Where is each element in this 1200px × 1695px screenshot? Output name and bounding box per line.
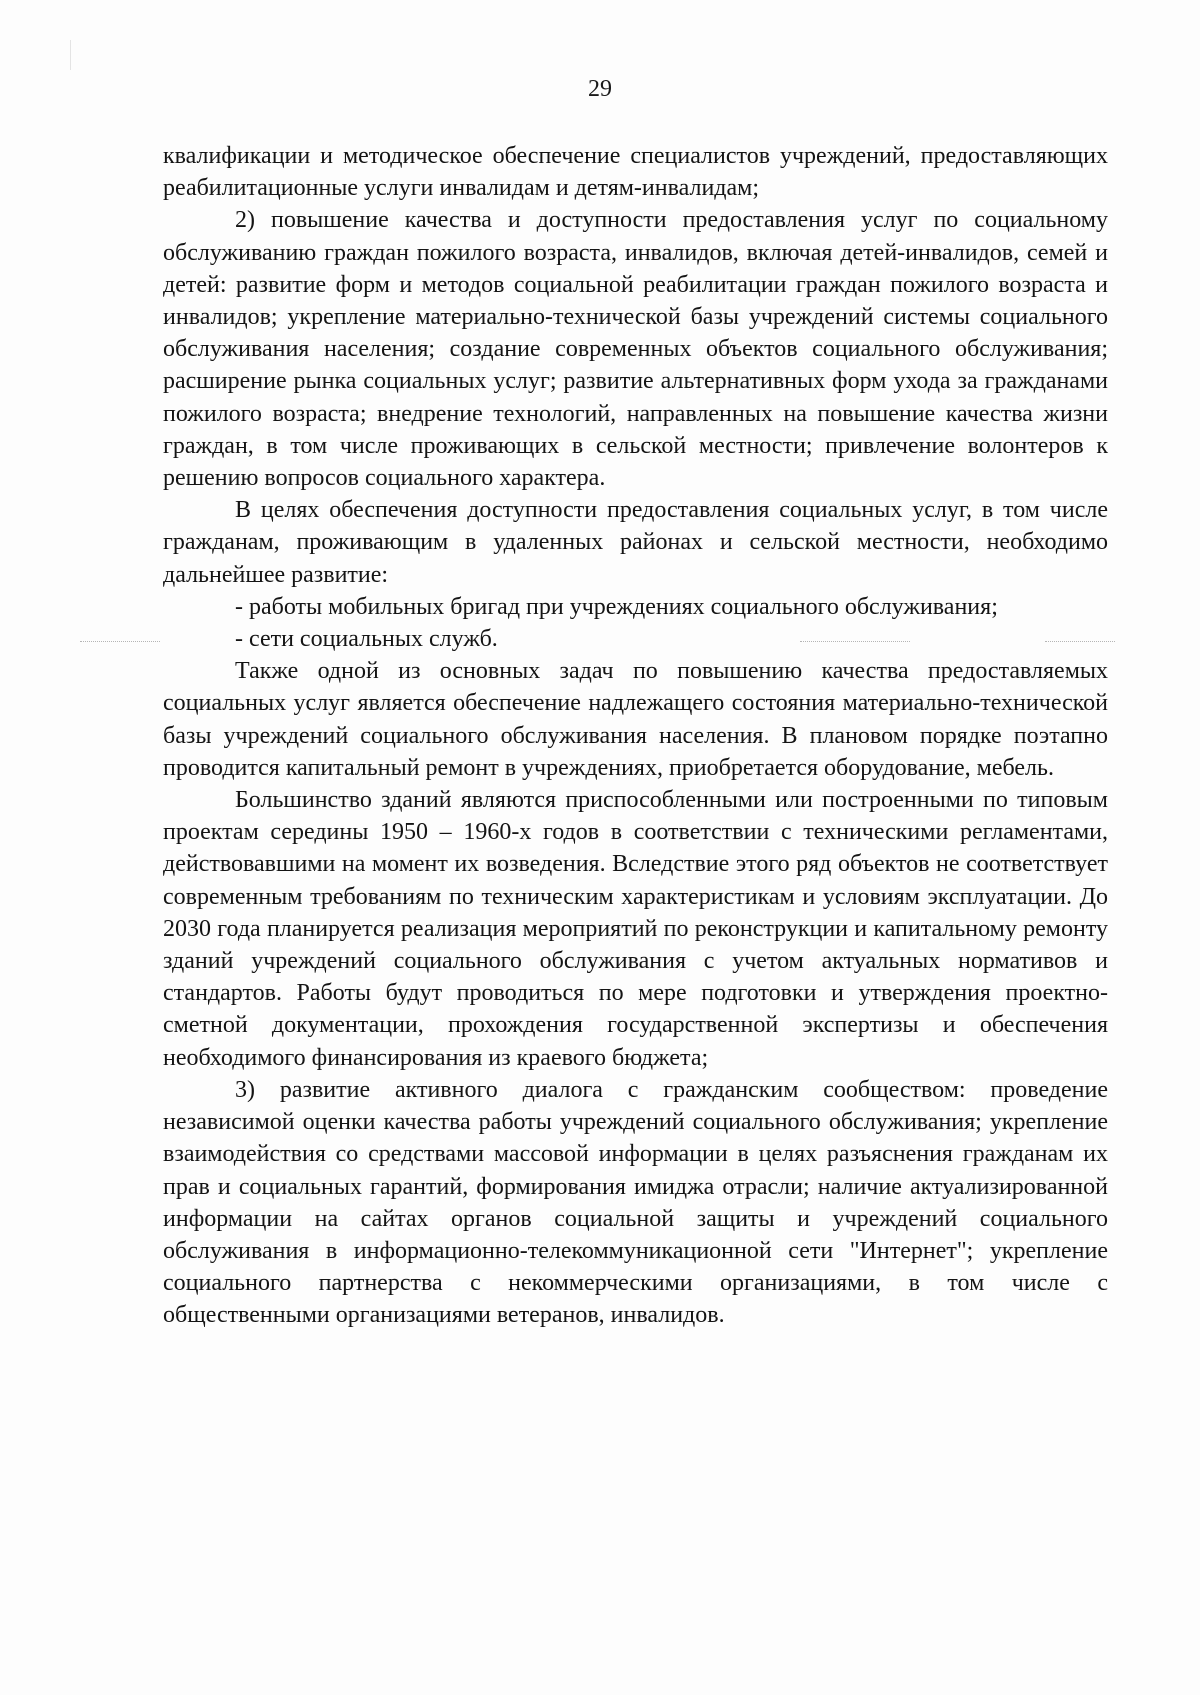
scan-edge-mark bbox=[70, 40, 71, 70]
list-item: - работы мобильных бригад при учреждениях социального обслуживания; bbox=[235, 593, 998, 620]
scan-artifact-left bbox=[80, 641, 160, 642]
scan-artifact-right bbox=[1045, 641, 1115, 642]
paragraph: Большинство зданий являются приспособленными или построенными по типовым проектам середины 1950 – 1960-х годов в соответствии с техническими регламентами, действовавшими на момент их возведения. Вследствие этого ряд объектов не соответствует современным требованиям по техническим характеристикам и условиям эксплуатации. До 2030 года планируется реализация мероприятий по реконструкции и капитальному ремонту зданий учреждений социального обслуживания с учетом актуальных нормативов и стандартов. Работы будут проводиться по мере подготовки и утверждения проектно-сметной документации, прохождения государственной экспертизы и обеспечения необходимого финансирования из краевого бюджета; bbox=[163, 787, 1108, 1071]
scan-artifact-middle bbox=[800, 641, 910, 642]
paragraph: В целях обеспечения доступности предоставления социальных услуг, в том числе гражданам, проживающим в удаленных районах и сельской местности, необходимо дальнейшее развитие: bbox=[163, 497, 1108, 588]
paragraph: 2) повышение качества и доступности предоставления услуг по социальному обслуживанию граждан пожилого возраста, инвалидов, включая детей-инвалидов, семей и детей: развитие форм и методов социальной реабилитации граждан пожилого возраста и инвалидов; укрепление материально-технической базы учреждений системы социального обслуживания населения; создание современных объектов социального обслуживания; расширение рынка социальных услуг; развитие альтернативных форм ухода за гражданами пожилого возраста; внедрение технологий, направленных на повышение качества жизни граждан, в том числе проживающих в сельской местности; привлечение волонтеров к решению вопросов социального характера. bbox=[163, 207, 1108, 492]
body-text bbox=[163, 140, 1108, 1332]
list-item: - сети социальных служб. bbox=[235, 626, 498, 653]
paragraph: Также одной из основных задач по повышению качества предоставляемых социальных услуг является обеспечение надлежащего состояния материально-технической базы учреждений социального обслуживания населения. В плановом порядке поэтапно проводится капитальный ремонт в учреждениях, приобретается оборудование, мебель. bbox=[163, 658, 1108, 781]
paragraph: 3) развитие активного диалога с гражданским сообществом: проведение независимой оценки качества работы учреждений социального обслуживания; укрепление взаимодействия со средствами массовой информации в целях разъяснения гражданам их прав и социальных гарантий, формирования имиджа отрасли; наличие актуализированной информации на сайтах органов социальной защиты и учреждений социального обслуживания в информационно-телекоммуникационной сети "Интернет"; укрепление социального партнерства с некоммерческими организациями, в том числе с общественными организациями ветеранов, инвалидов. bbox=[163, 1076, 1108, 1329]
page-number: 29 bbox=[588, 76, 612, 102]
paragraph: квалификации и методическое обеспечение специалистов учреждений, предоставляющих реабилитационные услуги инвалидам и детям-инвалидам; bbox=[163, 143, 1108, 202]
